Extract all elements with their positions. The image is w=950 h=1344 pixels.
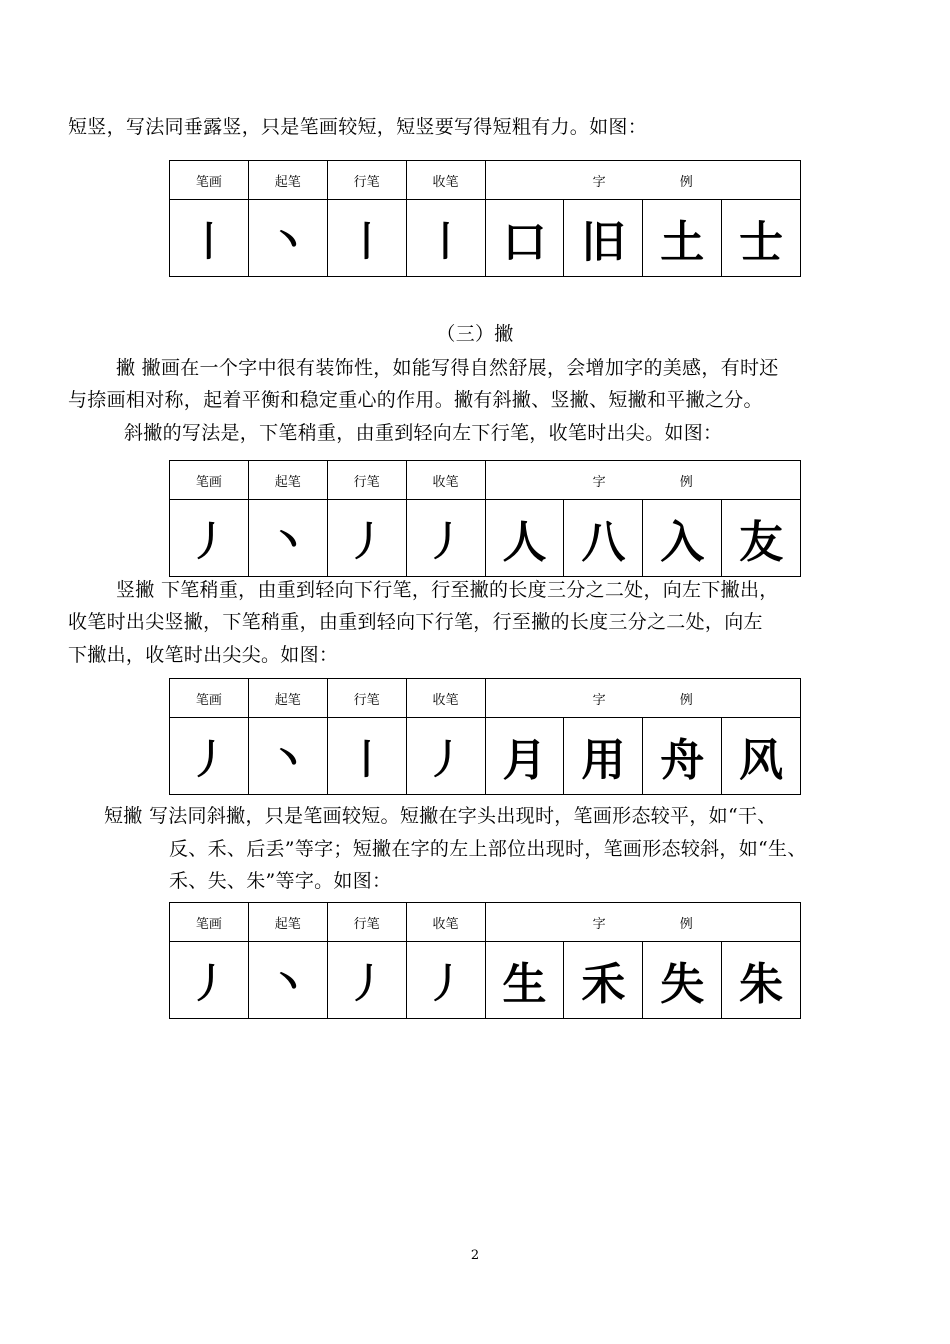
example-char: 土 — [643, 200, 722, 277]
example-char: 禾 — [564, 942, 643, 1019]
header-examples: 字 例 — [485, 161, 801, 200]
stroke-table-3 — [169, 678, 801, 795]
table-row — [170, 942, 801, 1019]
move-cell: 丨 — [327, 200, 406, 277]
start-cell: 丶 — [248, 200, 327, 277]
paragraph-line: 与捺画相对称，起着平衡和稳定重心的作用。撇有斜撇、竖撇、短撇和平撇之分。 — [68, 389, 763, 411]
stroke-cell: 丨 — [170, 200, 249, 277]
example-char: 生 — [485, 942, 564, 1019]
example-char: 用 — [564, 718, 643, 795]
paragraph-line: 短撇 写法同斜撇，只是笔画较短。短撇在字头出现时，笔画形态较平，如“干、 — [104, 805, 777, 827]
move-cell: 丨 — [327, 718, 406, 795]
stroke-table-2 — [169, 460, 801, 577]
example-char: 士 — [722, 200, 801, 277]
example-char: 友 — [722, 500, 801, 577]
example-char: 月 — [485, 718, 564, 795]
table-header-row — [170, 903, 801, 942]
finish-cell: 丿 — [406, 500, 485, 577]
paragraph-line: 反、禾、后丢”等字；短撇在字的左上部位出现时，笔画形态较斜，如“生、 — [169, 838, 807, 860]
example-char: 失 — [643, 942, 722, 1019]
header-finish: 收笔 — [406, 461, 485, 500]
stroke-cell: 丿 — [170, 718, 249, 795]
finish-cell: 丿 — [406, 942, 485, 1019]
move-cell: 丿 — [327, 942, 406, 1019]
paragraph-line: 斜撇的写法是，下笔稍重，由重到轻向左下行笔，收笔时出尖。如图： — [124, 422, 723, 444]
header-stroke: 笔画 — [170, 461, 249, 500]
stroke-cell: 丿 — [170, 942, 249, 1019]
header-stroke: 笔画 — [170, 903, 249, 942]
header-examples: 字 例 — [485, 903, 801, 942]
page-number: 2 — [470, 1248, 480, 1263]
table-row — [170, 200, 801, 277]
stroke-cell: 丿 — [170, 500, 249, 577]
header-finish: 收笔 — [406, 161, 485, 200]
finish-cell: 丨 — [406, 200, 485, 277]
table-header-row — [170, 461, 801, 500]
header-finish: 收笔 — [406, 679, 485, 718]
header-examples: 字 例 — [485, 679, 801, 718]
header-finish: 收笔 — [406, 903, 485, 942]
paragraph-line: 撇 撇画在一个字中很有装饰性，如能写得自然舒展，会增加字的美感，有时还 — [116, 357, 779, 379]
paragraph-line: 下撇出，收笔时出尖尖。如图： — [68, 644, 339, 666]
paragraph-line: 禾、失、朱”等字。如图： — [169, 870, 392, 892]
move-cell: 丿 — [327, 500, 406, 577]
example-char: 风 — [722, 718, 801, 795]
header-stroke: 笔画 — [170, 679, 249, 718]
intro-short-vertical: 短竖，写法同垂露竖，只是笔画较短，短竖要写得短粗有力。如图： — [68, 116, 648, 138]
finish-cell: 丿 — [406, 718, 485, 795]
header-stroke: 笔画 — [170, 161, 249, 200]
start-cell: 丶 — [248, 500, 327, 577]
header-start: 起笔 — [248, 903, 327, 942]
header-move: 行笔 — [327, 461, 406, 500]
start-cell: 丶 — [248, 718, 327, 795]
example-char: 舟 — [643, 718, 722, 795]
header-move: 行笔 — [327, 903, 406, 942]
example-char: 旧 — [564, 200, 643, 277]
header-start: 起笔 — [248, 679, 327, 718]
example-char: 八 — [564, 500, 643, 577]
section-title: （三）撇 — [436, 323, 514, 345]
paragraph-line: 竖撇 下笔稍重，由重到轻向下行笔，行至撇的长度三分之二处，向左下撇出， — [116, 579, 779, 601]
table-row — [170, 718, 801, 795]
header-start: 起笔 — [248, 461, 327, 500]
stroke-table-1 — [169, 160, 801, 277]
header-move: 行笔 — [327, 161, 406, 200]
table-row — [170, 500, 801, 577]
table-header-row — [170, 161, 801, 200]
stroke-table-4 — [169, 902, 801, 1019]
header-examples: 字 例 — [485, 461, 801, 500]
header-move: 行笔 — [327, 679, 406, 718]
example-char: 朱 — [722, 942, 801, 1019]
header-start: 起笔 — [248, 161, 327, 200]
table-header-row — [170, 679, 801, 718]
start-cell: 丶 — [248, 942, 327, 1019]
example-char: 人 — [485, 500, 564, 577]
example-char: 入 — [643, 500, 722, 577]
paragraph-line: 收笔时出尖竖撇，下笔稍重，由重到轻向下行笔，行至撇的长度三分之二处，向左 — [68, 611, 763, 633]
example-char: 口 — [485, 200, 564, 277]
